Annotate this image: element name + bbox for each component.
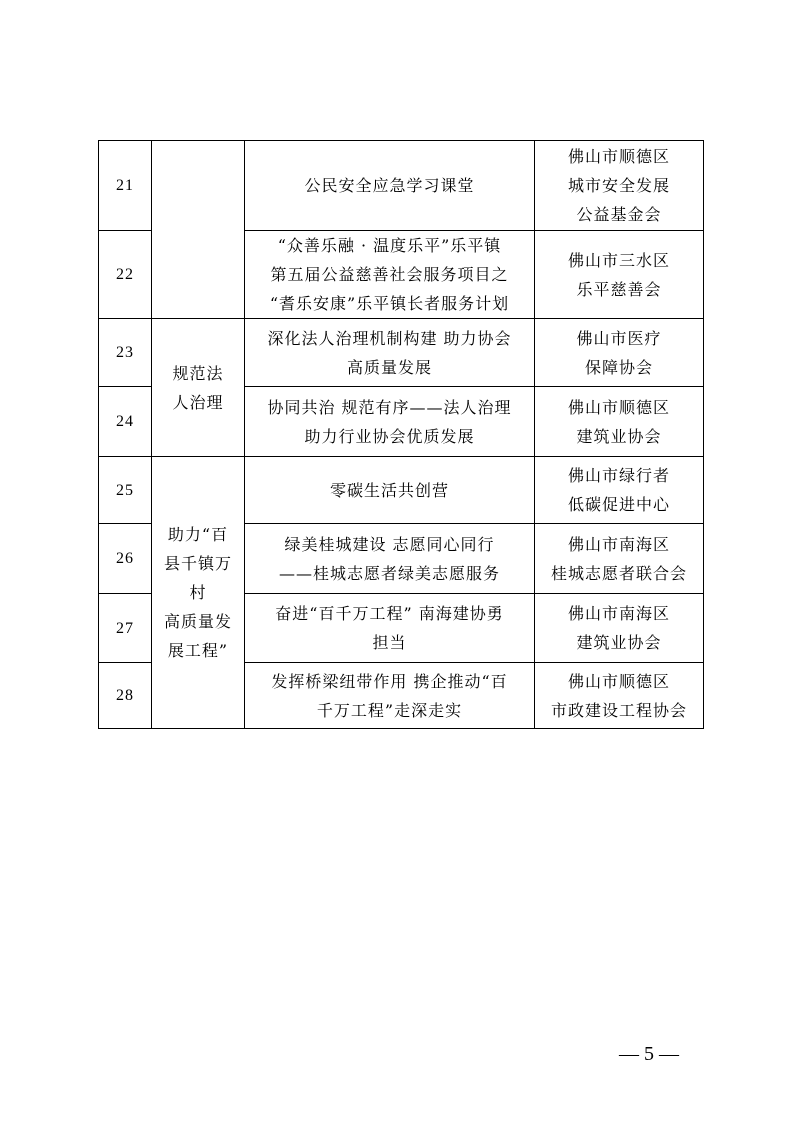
category-line: 高质量发 [163, 612, 232, 631]
row-number: 27 [99, 594, 152, 663]
organization-name [535, 663, 704, 729]
category-line: 村 [189, 583, 207, 602]
row-number: 26 [99, 524, 152, 594]
project-name-line: 深化法人治理机制构建 助力协会 [267, 328, 512, 348]
row-number: 25 [99, 457, 152, 524]
organization-line: 佛山市顺德区 [567, 147, 670, 166]
project-name [245, 387, 535, 457]
organization-line: 市政建设工程协会 [550, 700, 687, 720]
organization-line: 建筑业协会 [576, 426, 662, 446]
row-number: 21 [99, 141, 152, 231]
project-name-line: “众善乐融 · 温度乐平”乐平镇 [277, 236, 502, 255]
category-line: 规范法 [172, 363, 224, 383]
category-cell [152, 141, 245, 319]
organization-line: 桂城志愿者联合会 [550, 563, 687, 583]
project-name-line: ——桂城志愿者绿美志愿服务 [278, 563, 500, 583]
organization-name [535, 141, 704, 231]
organization-line: 佛山市顺德区 [567, 397, 670, 417]
project-name [245, 231, 535, 319]
project-name-line: 千万工程”走深走实 [316, 700, 463, 720]
organization-name [535, 524, 704, 594]
organization-line: 乐平慈善会 [576, 279, 662, 299]
organization-name [535, 457, 704, 524]
project-name-line: 高质量发展 [346, 357, 432, 377]
organization-name [535, 594, 704, 663]
project-name-line: 担当 [372, 633, 407, 652]
organization-line: 低碳促进中心 [567, 495, 670, 514]
organization-line: 建筑业协会 [576, 633, 662, 652]
row-number: 23 [99, 319, 152, 387]
organization-line: 佛山市顺德区 [567, 671, 670, 691]
table-row [99, 319, 704, 387]
organization-line: 公益基金会 [576, 205, 662, 224]
project-name [245, 457, 535, 524]
category-line: 县千镇万 [163, 554, 232, 573]
row-number: 24 [99, 387, 152, 457]
page-number: — 5 — [619, 1043, 679, 1065]
project-name-line: 绿美桂城建设 志愿同心同行 [284, 534, 495, 554]
organization-name [535, 319, 704, 387]
organization-line: 佛山市南海区 [567, 604, 670, 623]
organization-line: 佛山市医疗 [576, 328, 662, 348]
project-name [245, 319, 535, 387]
project-table [98, 140, 704, 729]
project-name [245, 663, 535, 729]
category-cell-village-project [152, 457, 245, 729]
organization-line: 城市安全发展 [567, 176, 670, 195]
project-name [245, 141, 535, 231]
category-cell-legal-governance [152, 319, 245, 457]
organization-line: 保障协会 [584, 357, 653, 377]
row-number: 28 [99, 663, 152, 729]
table-row [99, 457, 704, 524]
project-name-line: “耆乐安康”乐平镇长者服务计划 [269, 294, 510, 313]
organization-name [535, 231, 704, 319]
project-name [245, 524, 535, 594]
project-name-line: 协同共治 规范有序——法人治理 [267, 397, 512, 417]
project-name-line: 助力行业协会优质发展 [304, 426, 475, 446]
category-line: 助力“百 [167, 525, 229, 544]
category-line: 展工程” [167, 641, 229, 660]
project-name-line: 第五届公益慈善社会服务项目之 [270, 265, 509, 284]
organization-line: 佛山市三水区 [567, 250, 670, 270]
organization-name [535, 387, 704, 457]
organization-line: 佛山市绿行者 [567, 466, 670, 485]
project-name-line: 公民安全应急学习课堂 [304, 176, 475, 195]
organization-line: 佛山市南海区 [567, 534, 670, 554]
row-number: 22 [99, 231, 152, 319]
table-row [99, 141, 704, 231]
category-line: 人治理 [172, 392, 224, 412]
project-name-line: 发挥桥梁纽带作用 携企推动“百 [271, 671, 508, 691]
project-name-line: 零碳生活共创营 [329, 480, 449, 500]
project-name-line: 奋进“百千万工程” 南海建协勇 [275, 604, 504, 623]
project-name [245, 594, 535, 663]
